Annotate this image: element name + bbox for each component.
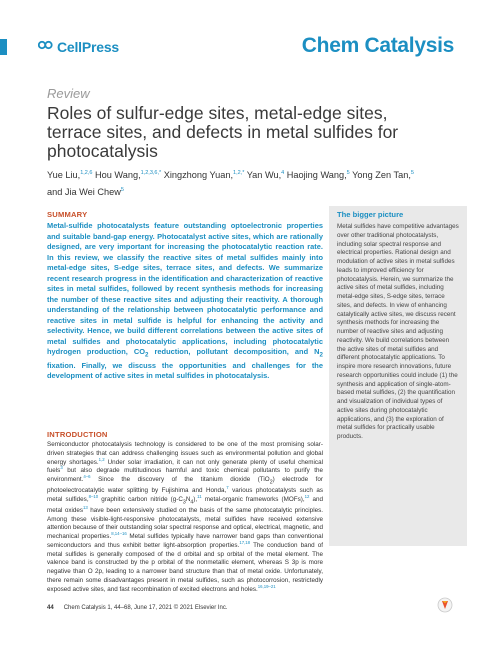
intro-text-part: Since the discovery of the titanium dioxide (TiO: [90, 476, 270, 483]
publisher-name: CellPress: [57, 39, 120, 55]
intro-text-part: and metal oxides: [47, 495, 323, 514]
intro-text-part: graphitic carbon nitride (g-C: [98, 495, 183, 503]
intro-text-part: Semiconductor photocatalysis technology is considered to be one of the most promising solar-driven strategies that can address challenging issues such as environmental pollution and global energy shortages.: [47, 441, 323, 466]
side-tab-marker: [0, 39, 7, 55]
publisher-logo[interactable]: [38, 38, 119, 56]
intro-text-part: but also degrade multitudinous harmful and toxic chemical pollutants to purify the environment.: [47, 467, 323, 483]
author-name[interactable]: and Jia Wei Chew: [47, 187, 121, 198]
summary-text: [47, 221, 323, 382]
summary-heading: SUMMARY: [47, 210, 88, 219]
subscript: 2: [269, 479, 273, 486]
reference-link[interactable]: 4–6: [83, 473, 91, 479]
author-name[interactable]: Yue Liu,: [47, 170, 81, 181]
reference-link[interactable]: 16,19–21: [257, 583, 276, 589]
page-footer: [47, 605, 228, 611]
reference-link[interactable]: 13: [83, 504, 88, 510]
affiliation-marker: 1,2,3,6,*: [140, 170, 162, 176]
bigger-picture-box: [329, 206, 467, 546]
page-number: 44: [47, 605, 54, 611]
intro-text-part: Metal sulfides typically have narrower band gaps than conventional semiconductors and thus exhibit better light-absorption properties.: [47, 533, 323, 549]
bigger-picture-heading: The bigger picture: [337, 210, 404, 219]
intro-text-part: ),: [193, 495, 198, 503]
author-name[interactable]: Haojing Wang,: [286, 170, 347, 181]
reference-link[interactable]: 8–10: [88, 493, 99, 499]
affiliation-marker: 1,2,*: [233, 170, 245, 176]
summary-text-part: reduction, pollutant decomposition, and N: [148, 347, 320, 356]
affiliation-marker: 5: [120, 187, 124, 194]
intro-text-part: ) electrode for photoelectrocatalytic water splitting by Fujishima and Honda,: [47, 476, 323, 494]
subscript: 2: [145, 351, 149, 359]
author-name[interactable]: Yong Zen Tan,: [352, 170, 411, 181]
article-title: Roles of sulfur-edge sites, metal-edge sites, terrace sites, and defects in metal sulfides for photocatalysis: [47, 103, 399, 161]
article-type: Review: [47, 86, 90, 101]
affiliation-marker: 5: [346, 170, 350, 176]
journal-title[interactable]: Chem Catalysis: [301, 34, 454, 57]
intro-text-part: Under solar irradiation, it can not only generate plenty of useful chemical fuels: [47, 458, 323, 475]
bigger-picture-text: Metal sulfides have competitive advantages over other traditional photocatalysts, including solar spectral response and electrical properties. Rational design and modulation of active sites in metal sulfides leads to improved efficiency for photocatalysis. Herein, we summarize the active sites of metal sulfides, including metal-edge sites, S-edge sites, terrace sites, and defects. In view of enhancing catalytically active sites, we discuss recent synthesis methods for increasing the number of reactive sites and adjusting reactivity. We build correlations between the active sites of metal sulfides and different photocatalytic applications. To inspire more research innovations, future research opportunities could include (1) the synthesis and application of single-atom-based metal sulfides, (2) the quantification and visualization of individual types of active sites during photocatalytic applications, and (3) the exploration of metal sulfides for practically usable products.: [337, 223, 459, 440]
summary-text-part: Metal-sulfide photocatalysts feature outstanding optoelectronic properties and suitable band-gap energy. Photocatalyst active sites, which are rationally designed, are very important for increasing the photocatalytic reaction rate. In this review, we classify the reactive sites of metal sulfides mainly into metal-edge sites, S-edge sites, terrace sites, and defects. We summarize recent research progress in the identification and characterization of reactive sites in metal sulfides, followed by recent synthesis methods for increasing the number of these reactive sites and adjusting their reactivity. A thorough understanding of the relationship between photocatalytic performance and reactive sites in metal sulfide is helpful for enhancing the activity and selectivity. Hence, we build different correlations between the active sites of metal sulfides and photocatalytic applications, including photocatalytic hydrogen production, CO: [47, 221, 323, 356]
intro-text-part: have been extensively studied on the basis of the same photocatalytic principles. Among these visible-light-responsive photocatalysts, metal sulfides have received extensive attention because of their outstanding solar spectral response and optical, electrical, magnetic, and mechanical properties.: [47, 506, 323, 540]
reference-link[interactable]: 3: [60, 465, 63, 471]
intro-text-part: The conduction band of metal sulfides is generally composed of the d orbital and sp orbital of the metal element. The valence band is constructed by the p orbital of the nonmetallic element, whereas S 3p is more negative than O 2p, leading to a narrower band structure than that of metal oxide. Unfortunately, there remain some disadvantages present in metal sulfides, such as photocorrosion, restrictedly exposed active sites, and fast recombination of excited electrons and holes.: [47, 541, 323, 593]
reference-link[interactable]: 12: [304, 493, 310, 499]
affiliation-marker: 5: [410, 170, 414, 176]
intro-text-part: N: [185, 495, 191, 503]
introduction-heading: INTRODUCTION: [47, 430, 108, 439]
reference-link[interactable]: 11: [197, 493, 202, 499]
check-for-updates-icon[interactable]: [437, 597, 453, 613]
affiliation-marker: 4: [281, 170, 285, 176]
author-list: [47, 166, 467, 200]
subscript: 3: [182, 499, 186, 505]
affiliation-marker: 1,2,6: [80, 170, 93, 176]
intro-text-part: various photocatalysts such as metal sulfides,: [47, 487, 323, 503]
author-name[interactable]: Xingzhong Yuan,: [163, 170, 234, 181]
cellpress-logo-icon: [38, 38, 53, 56]
reference-link[interactable]: 7: [226, 484, 229, 490]
reference-link[interactable]: 1,2: [98, 456, 105, 462]
reference-link[interactable]: 17,18: [239, 539, 251, 545]
subscript: 4: [190, 499, 194, 505]
reference-link[interactable]: 8,14–16: [111, 530, 127, 536]
intro-text-part: metal-organic frameworks (MOFs),: [201, 495, 305, 503]
introduction-text: [47, 441, 323, 594]
author-name[interactable]: Yan Wu,: [246, 170, 282, 181]
subscript: 2: [319, 351, 323, 359]
author-name[interactable]: Hou Wang,: [95, 170, 141, 181]
summary-text-part: fixation. Finally, we discuss the opportunities and challenges for the development of active sites in metal sulfides in photocatalysis.: [47, 360, 323, 381]
citation-line: Chem Catalysis 1, 44–68, June 17, 2021 © 2021 Elsevier Inc.: [63, 605, 228, 611]
